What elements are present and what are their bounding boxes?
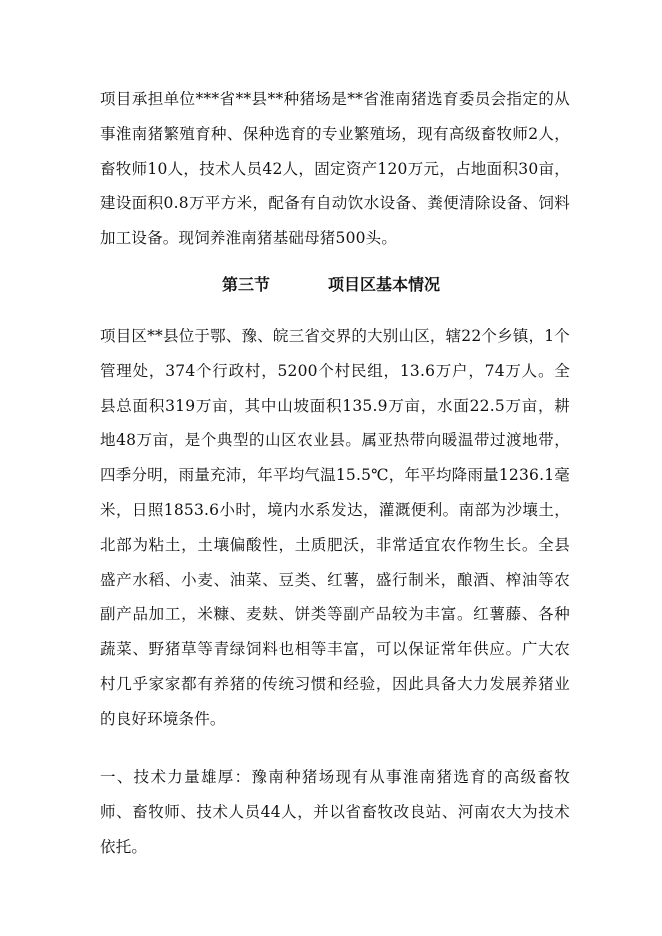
paragraph-technical-strength: 一、技术力量雄厚：豫南种猪场现有从事淮南猪选育的高级畜牧师、畜牧师、技术人员44人，并以省畜牧改良站、河南农大为技术依托。	[100, 768, 570, 856]
section-heading	[0, 270, 662, 300]
section-title: 项目区基本情况	[328, 275, 441, 294]
section-number: 第三节	[221, 275, 270, 294]
paragraph-project-area: 项目区**县位于鄂、豫、皖三省交界的大别山区，辖22个乡镇，1个管理处，374个行政村，5200个村民组，13.6万户，74万人。全县总面积319万亩，其中山坡面积135.9万亩，水面22.5万亩，耕地48万亩，是个典型的山区农业县。属亚热带向暖温带过渡地带，四季分明，雨量充沛，年平均气温15.5℃，年平均降雨量1236.1毫米，日照1853.6小时，境内水系发达，灌溉便利。南部为沙壤土，北部为粘土，土壤偏酸性，土质肥沃，非常适宜农作物生长。全县盛产水稻、小麦、油菜、豆类、红薯，盛行制米，酿酒、榨油等农副产品加工，米糠、麦麸、饼类等副产品较为丰富。红薯藤、各种蔬菜、野猪草等青绿饲料也相等丰富，可以保证常年供应。广大农村几乎家家都有养猪的传统习惯和经验，因此具备大力发展养猪业的良好环境条件。	[100, 327, 570, 728]
paragraph-project-unit: 项目承担单位***省**县**种猪场是**省淮南猪选育委员会指定的从事淮南猪繁殖育种、保种选育的专业繁殖场，现有高级畜牧师2人，畜牧师10人，技术人员42人，固定资产120万元，占地面积30亩，建设面积0.8万平方米，配备有自动饮水设备、粪便清除设备、饲料加工设备。现饲养淮南猪基础母猪500头。	[100, 90, 570, 248]
